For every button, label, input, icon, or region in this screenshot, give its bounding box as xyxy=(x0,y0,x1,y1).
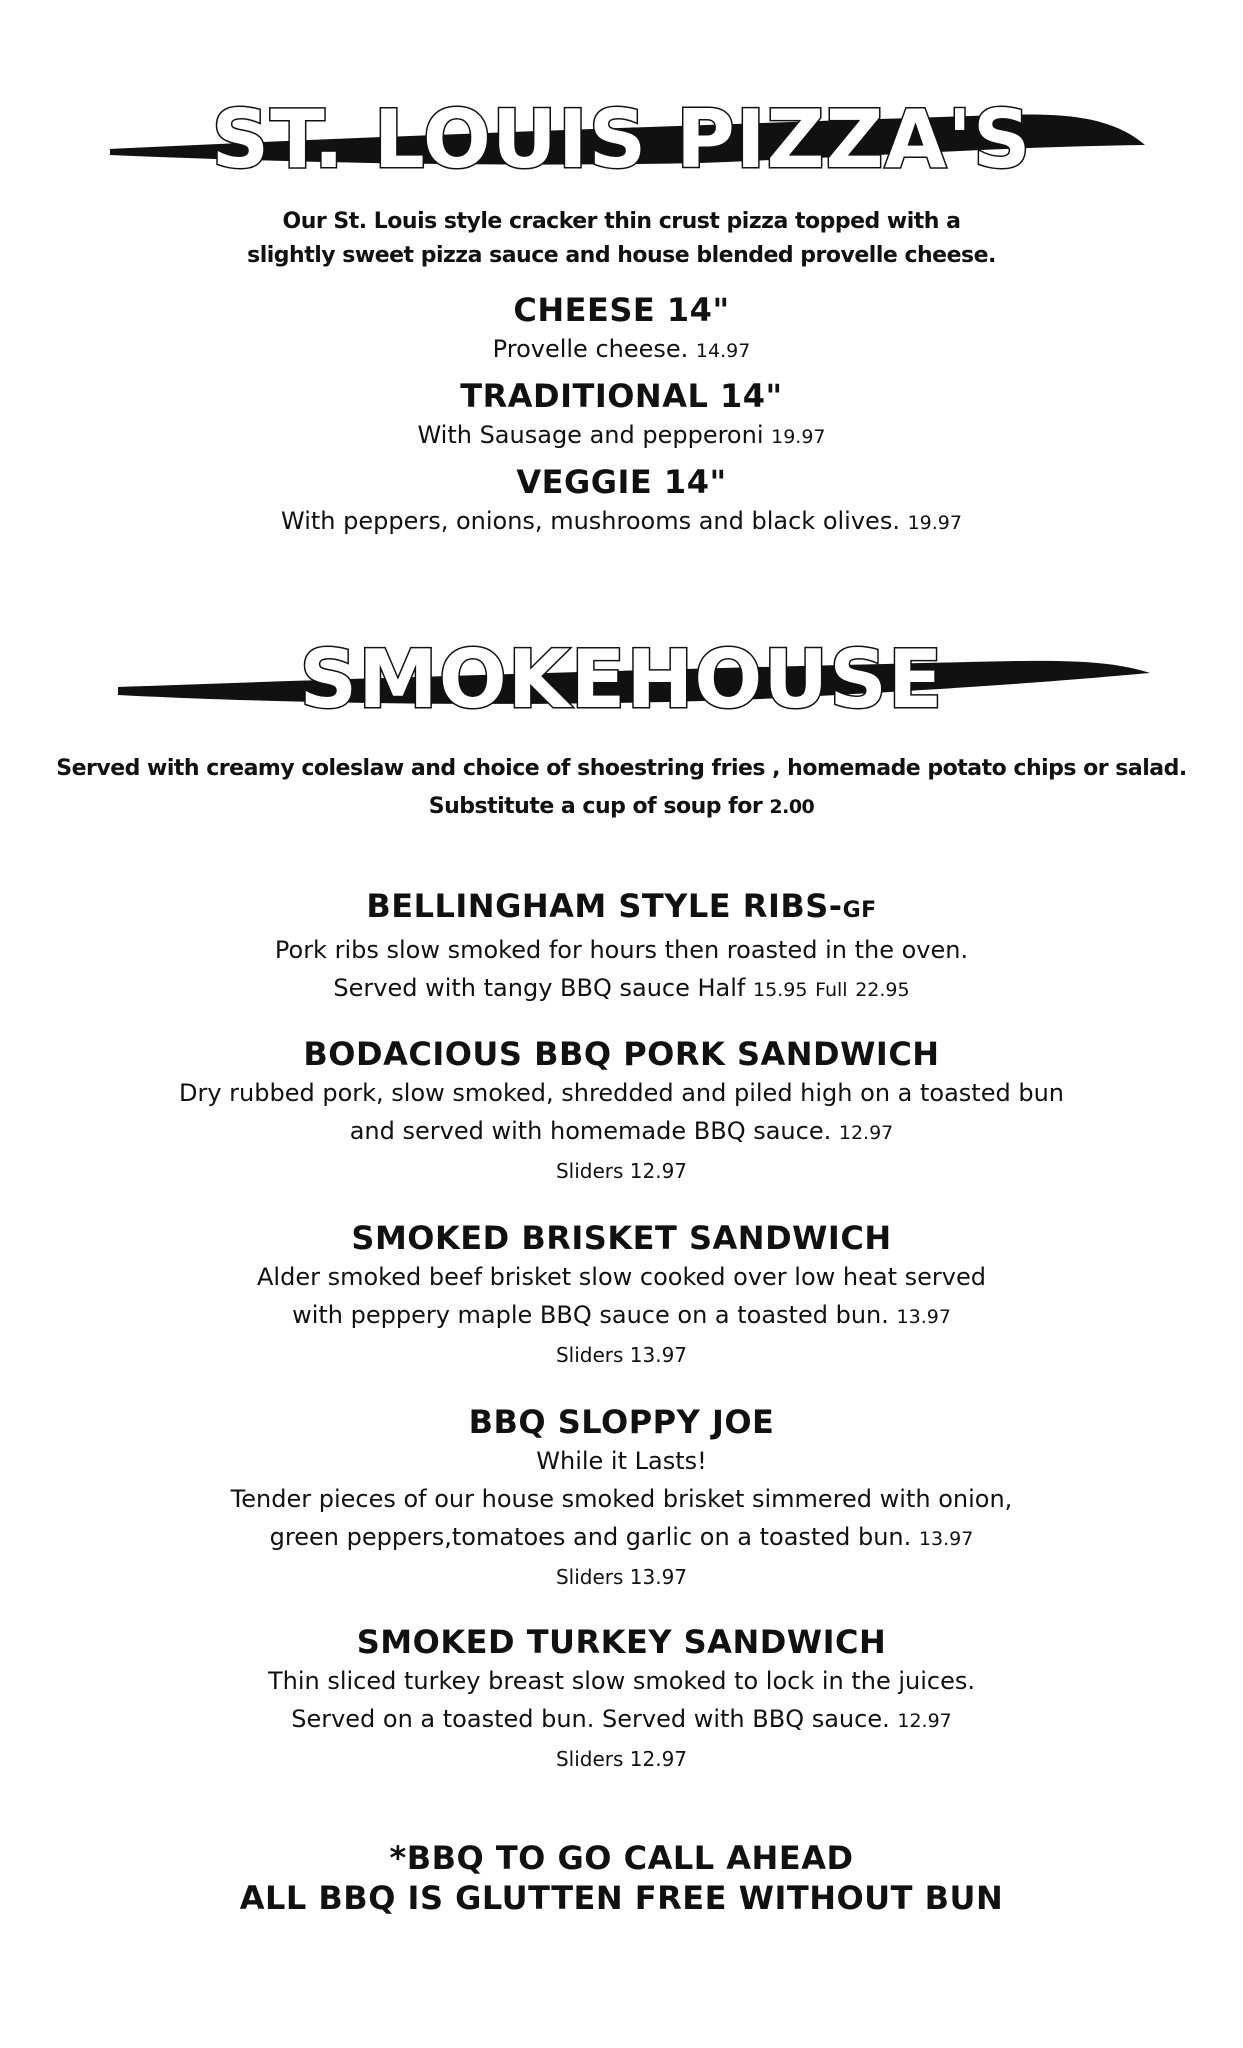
menu-item-traditional xyxy=(0,376,1243,456)
menu-item-price: 14.97 xyxy=(695,340,751,362)
pizza-intro xyxy=(0,205,1243,273)
menu-item-price: 13.97 xyxy=(918,1528,974,1550)
menu-item-turkey-sandwich xyxy=(0,1622,1243,1778)
pizza-intro-line-2: slightly sweet pizza sauce and house blended provelle cheese. xyxy=(247,243,996,268)
menu-item-name: TRADITIONAL 14" xyxy=(460,377,783,415)
menu-item-name xyxy=(0,886,1243,931)
sliders-price: Sliders 13.97 xyxy=(555,1343,688,1367)
menu-item-name: CHEESE 14" xyxy=(513,291,730,329)
menu-item-veggie xyxy=(0,462,1243,542)
menu-footer xyxy=(0,1838,1243,1918)
smokehouse-intro-line-1: Served with creamy coleslaw and choice of shoestring fries , homemade potato chips or salad. xyxy=(56,756,1187,781)
menu-item-desc-text: and served with homemade BBQ sauce. xyxy=(349,1117,832,1145)
menu-item-price: 12.97 xyxy=(897,1710,952,1732)
menu-item-note: While it Lasts! xyxy=(536,1447,707,1475)
sliders-price: Sliders 13.97 xyxy=(555,1565,688,1589)
menu-item-desc-text: Provelle cheese. xyxy=(492,335,689,363)
menu-item-description xyxy=(0,330,1243,370)
menu-item-ribs xyxy=(0,886,1243,1009)
menu-item-name-text: BELLINGHAM STYLE RIBS- xyxy=(366,887,843,925)
menu-item-price: 19.97 xyxy=(771,426,826,448)
smokehouse-intro-line-2 xyxy=(0,788,1243,826)
menu-item-name: BODACIOUS BBQ PORK SANDWICH xyxy=(303,1035,940,1073)
menu-item-desc-text: with peppery maple BBQ sauce on a toasted bun. xyxy=(292,1301,889,1329)
menu-item-name: SMOKED BRISKET SANDWICH xyxy=(351,1219,892,1257)
smokehouse-section-title: SMOKEHOUSE xyxy=(299,633,944,726)
menu-item-description-line-1: Thin sliced turkey breast slow smoked to lock in the juices. xyxy=(267,1667,976,1695)
menu-item-price: 13.97 xyxy=(896,1306,951,1328)
menu-item-description-line-2 xyxy=(0,1518,1243,1558)
menu-item-description-line-2 xyxy=(0,1112,1243,1152)
footer-line-2: ALL BBQ IS GLUTTEN FREE WITHOUT BUN xyxy=(239,1879,1004,1917)
menu-item-description-line-2 xyxy=(0,1700,1243,1740)
menu-item-description-line-2 xyxy=(0,969,1243,1009)
half-price: 15.95 xyxy=(753,979,808,1001)
menu-item-price: 19.97 xyxy=(907,512,962,534)
menu-item-description-line-1: Dry rubbed pork, slow smoked, shredded and piled high on a toasted bun xyxy=(179,1079,1064,1107)
smokehouse-intro xyxy=(0,750,1243,826)
full-label: Full xyxy=(815,979,848,1001)
menu-item-pork-sandwich xyxy=(0,1034,1243,1190)
footer-line-1: *BBQ TO GO CALL AHEAD xyxy=(389,1839,854,1877)
full-price: 22.95 xyxy=(855,979,910,1001)
soup-substitute-price: 2.00 xyxy=(769,796,815,818)
pizza-section-title: ST. LOUIS PIZZA'S xyxy=(211,93,1032,186)
menu-item-brisket-sandwich xyxy=(0,1218,1243,1374)
menu-item-cheese xyxy=(0,290,1243,370)
menu-item-desc-text: Served on a toasted bun. Served with BBQ sauce. xyxy=(291,1705,890,1733)
menu-item-desc-text: green peppers,tomatoes and garlic on a toasted bun. xyxy=(269,1523,912,1551)
menu-item-description-line-1: Pork ribs slow smoked for hours then roasted in the oven. xyxy=(274,936,969,964)
menu-item-desc-text: With Sausage and pepperoni xyxy=(417,421,764,449)
menu-item-desc-text: With peppers, onions, mushrooms and black olives. xyxy=(280,507,900,535)
gluten-free-badge: GF xyxy=(842,898,877,923)
pizza-section-banner xyxy=(0,85,1243,215)
pizza-intro-line-1: Our St. Louis style cracker thin crust pizza topped with a xyxy=(282,209,961,234)
menu-item-sloppy-joe xyxy=(0,1402,1243,1596)
menu-item-description xyxy=(0,502,1243,542)
menu-item-name: BBQ SLOPPY JOE xyxy=(468,1403,775,1441)
menu-item-description-line-1: Alder smoked beef brisket slow cooked over low heat served xyxy=(257,1263,986,1291)
menu-item-description xyxy=(0,416,1243,456)
menu-item-description-line-2 xyxy=(0,1296,1243,1336)
smokehouse-section-banner xyxy=(0,625,1243,755)
sliders-price: Sliders 12.97 xyxy=(555,1747,688,1771)
menu-item-description-line-1: Tender pieces of our house smoked brisket simmered with onion, xyxy=(230,1485,1013,1513)
menu-item-name: VEGGIE 14" xyxy=(516,463,727,501)
menu-item-name: SMOKED TURKEY SANDWICH xyxy=(356,1623,887,1661)
menu-item-desc-text: Served with tangy BBQ sauce Half xyxy=(333,974,746,1002)
sliders-price: Sliders 12.97 xyxy=(555,1159,688,1183)
smokehouse-intro-text: Substitute a cup of soup for xyxy=(428,794,763,819)
menu-item-price: 12.97 xyxy=(838,1122,894,1144)
